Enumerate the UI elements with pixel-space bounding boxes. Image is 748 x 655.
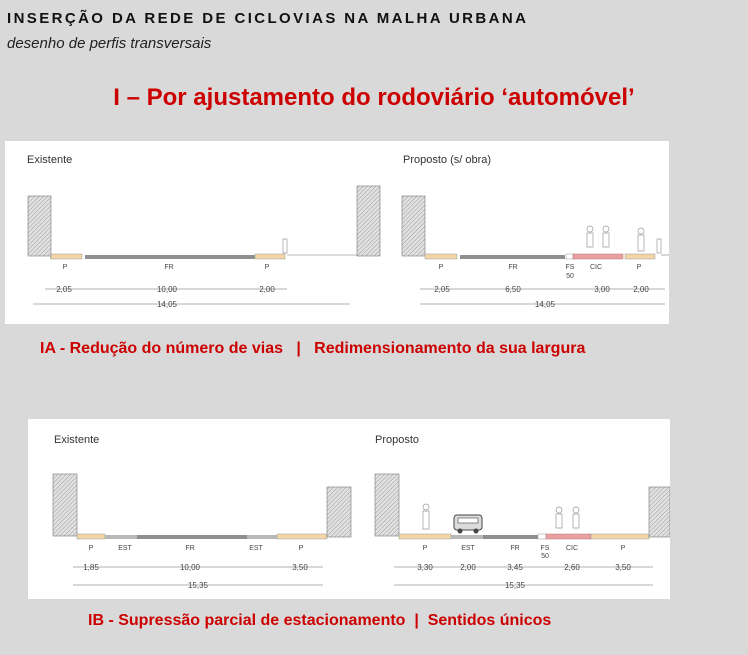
pedestrian-icon [423,504,429,529]
parking-lane [451,535,483,539]
building-left [28,196,51,256]
dimension-label: 3,00 [594,285,610,294]
dimension-label: 3,50 [292,563,308,572]
building-left [375,474,399,536]
proposed-label-b: Proposto [375,434,420,446]
zone-label: EST [118,545,132,552]
lamp-post [283,239,287,253]
pedestrian-icon [638,228,644,251]
zone-label: P [422,545,428,552]
carriageway [137,535,247,539]
zone-sublabel: 50 [566,273,574,280]
dimension-label: 10,00 [179,563,201,572]
main-title: I – Por ajustamento do rodoviário ‘automóvel’ [113,84,635,111]
zone-label: FR [508,264,518,271]
sidewalk-left [425,254,457,259]
header-subtitle: desenho de perfis transversais [7,35,212,52]
sidewalk-left [77,534,105,539]
dimension-label: 2,60 [564,563,580,572]
dimension-label: 2,00 [633,285,649,294]
dimension-label: 3,50 [615,563,631,572]
total-dimension-label: 14,05 [156,300,178,309]
cyclist-icon [587,226,609,247]
building-left [402,196,425,256]
cross-section-panel-a [5,141,669,324]
total-dimension-label: 15,35 [187,581,209,590]
caption-ib: IB - Supressão parcial de estacionamento | Sentidos únicos [88,612,552,629]
zone-label: EST [249,545,263,552]
zone-label: FS [565,264,575,271]
total-dimension-label: 15,35 [504,581,526,590]
zone-label: FR [510,545,520,552]
dimension-label: 3,45 [507,563,523,572]
sidewalk-right [625,254,655,259]
dimension-label: 6,50 [505,285,521,294]
sidewalk-right [255,254,285,259]
cross-section-diagram-a [5,141,669,324]
zone-label: CIC [589,264,603,271]
existing-label-a: Existente [27,154,73,166]
building-right [649,487,670,537]
bike-lane [573,254,623,259]
zone-label: P [620,545,626,552]
carriageway [483,535,538,539]
zone-label: P [264,264,270,271]
header-title: INSERÇÃO DA REDE DE CICLOVIAS NA MALHA URBANA [7,10,529,27]
buffer-strip [538,534,546,539]
car-icon [454,515,482,534]
building-right [327,487,351,537]
zone-label: FR [185,545,195,552]
dimension-label: 2,05 [434,285,450,294]
existing-label-b: Existente [54,434,100,446]
caption-ia: IA - Redução do número de vias | Redimensionamento da sua largura [40,340,586,357]
dimension-label: 2,05 [56,285,72,294]
dimension-label: 2,00 [259,285,275,294]
carriageway [85,255,255,259]
zone-label: EST [461,545,475,552]
dimension-label: 3,30 [417,563,433,572]
dimension-label: 10,00 [156,285,178,294]
zone-label: FR [164,264,174,271]
zone-label: CIC [565,545,579,552]
carriageway [460,255,565,259]
total-dimension-label: 14,05 [534,300,556,309]
dimension-label: 1,85 [83,563,99,572]
parking-lane [105,535,137,539]
zone-sublabel: 50 [541,553,549,560]
sidewalk-left [51,254,82,259]
lamp-post [657,239,661,253]
zone-label: FS [540,545,550,552]
zone-label: P [298,545,304,552]
sidewalk-right [591,534,649,539]
bike-lane [546,534,591,539]
building-right [357,186,380,256]
proposed-label-a: Proposto (s/ obra) [403,154,492,166]
dimension-label: 2,00 [460,563,476,572]
cross-section-diagram-b [28,419,670,599]
zone-label: P [636,264,642,271]
buffer-strip [566,254,573,259]
sidewalk-left [399,534,451,539]
zone-label: P [438,264,444,271]
zone-label: P [62,264,68,271]
cyclist-icon [556,507,579,528]
parking-lane [247,535,277,539]
cross-section-panel-b [28,419,670,599]
sidewalk-right [277,534,327,539]
zone-label: P [88,545,94,552]
building-left [53,474,77,536]
